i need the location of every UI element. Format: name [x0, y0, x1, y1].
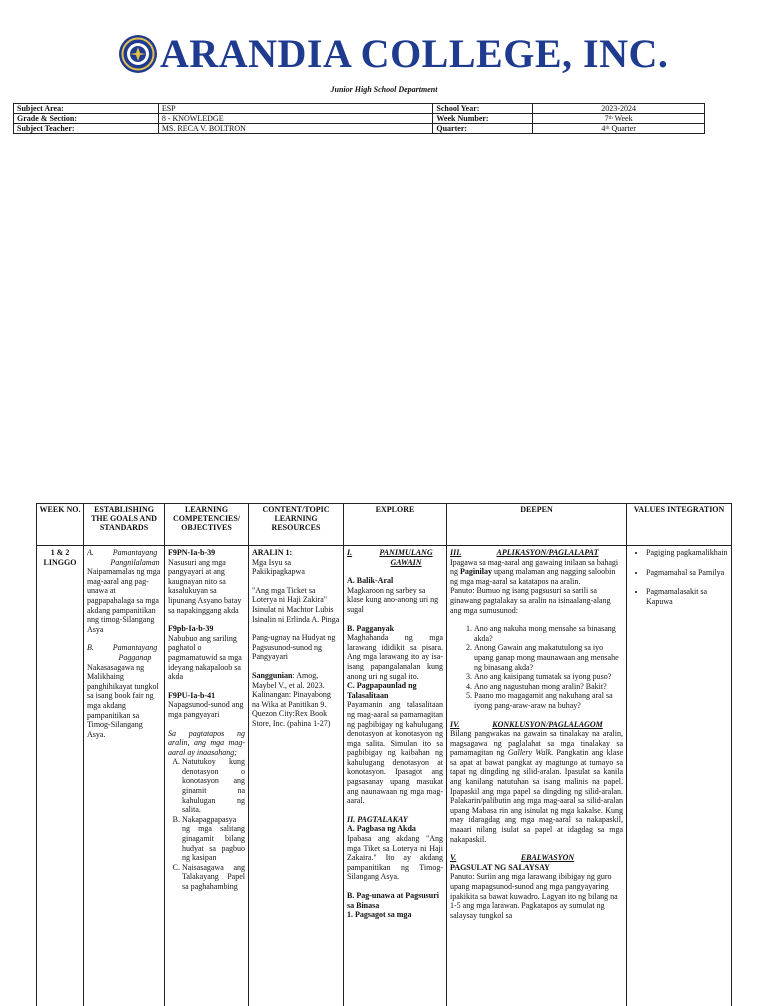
- competency-code: F9pb-Ia-b-39: [168, 624, 214, 634]
- section-number: IV.: [450, 719, 460, 729]
- application-text: upang malaman ang nagging saloobin ng mga mag-aaral sa katatapos na aralin.: [450, 567, 616, 586]
- header-competencies: LEARNING COMPETENCIES/ OBJECTIVES: [165, 504, 249, 546]
- section-number: V.: [450, 853, 457, 863]
- question-item: 5. Paano mo magagamit ang nakuhang aral sa iyong pang-araw-araw na buhay?: [474, 691, 623, 710]
- week-cell: [37, 546, 84, 1006]
- objective-item: A. Natutukoy kung denotasyon o konotasyon ang ginamit na kahulugan ng salita.: [182, 757, 245, 815]
- goals-cell: [84, 546, 165, 1006]
- goal-b-marker: B.: [87, 643, 94, 653]
- evaluation-subtitle: PAGSULAT NG SALAYSAY: [450, 862, 550, 872]
- quarter-value: 4ᵗʰ Quarter: [533, 124, 705, 134]
- header-explore: EXPLORE: [344, 504, 447, 546]
- competency-text: Nabubuo ang sariling paghatol o pagmamatuwid sa mga ideyang nakapaloob sa akda: [168, 633, 242, 682]
- header-values: VALUES INTEGRATION: [627, 504, 732, 546]
- header-deepen: DEEPEN: [447, 504, 627, 546]
- school-year-value: 2023-2024: [533, 104, 705, 114]
- question-item: 1. Ano ang nakuha mong mensahe sa binasang akda?: [474, 624, 623, 643]
- question-item: 2. Anong Gawain ang makatutulong sa iyo upang ganap mong maunawaan ang mensahe ng binasang akda?: [474, 643, 623, 672]
- section-number: I.: [347, 548, 353, 557]
- reference-text: : Amog, Maybel V., et al. 2023. Kalinangan: Pinayabong na Wika at Panitikan 9. Quezon City:Rex Book Store, Inc. (pahina 1-27): [252, 670, 331, 728]
- section-title: II. PAGTALAKAY: [347, 814, 408, 824]
- reference-label: Sanggunian: [252, 670, 293, 680]
- lesson-topic: Mga Isyu sa Pakikipagkapwa: [252, 557, 305, 577]
- objective-item: B. Nakapagpapasya ng mga salitang ginagamit bilang hudyat sa pagbuo ng kasipan: [182, 815, 245, 863]
- section-title: PANIMULANG GAWAIN: [379, 548, 433, 567]
- activity-title: A. Pagbasa ng Akda: [347, 824, 416, 834]
- application-bold: Paginilay: [460, 567, 493, 577]
- section-number: III.: [450, 548, 462, 557]
- evaluation-text: Panuto: Suriin ang mga larawang ibibigay ng guro upang mapagsunod-sunod ang mga pangyayaring ipakikita sa bawat kuwadro. Lagyan ito ng bilang na 1-5 ang mga larawan. Pagkatapos ay sumulat ng salaysay tungkol sa: [450, 872, 618, 920]
- conclusion-text: . Pangkatin ang klase sa apat at bawat pangkat ay magtungo at tumayo sa tapat ng dingding ng silid-aralan. Ipasulat sa kanila ang kanilang natutuhan sa isang malinis na papel. Ipapaskil ang mga papel sa dingding ng silid-aralan. Palakarin/palibutin ang mga mag-aaral sa silid-aralan upang Mabasa rin ang isinulat ng mga kakalse. Kung may idaragdag ang mga mag-aaral sa nakapaskil, maaari nilang isulat sa papel at idagdag sa mga nakapaskil.: [450, 748, 623, 844]
- section-title: EBALWASYON: [520, 853, 575, 863]
- reference: [252, 671, 340, 729]
- question-item: 4. Ano ang nagustuhan mong aralin? Bakit?: [474, 682, 623, 692]
- grade-section-label: Grade & Section:: [14, 114, 159, 124]
- grade-section-value: 8 - KNOWLEDGE: [158, 114, 433, 124]
- info-row: [14, 104, 705, 114]
- objectives-intro: Sa pagtatapos ng aralin, ang mga mag-aaral ay inaasahang;: [168, 728, 245, 757]
- lesson-row: [37, 546, 732, 1006]
- goal-a-title: Pamantayang Pangnilalaman: [110, 548, 160, 567]
- competencies-cell: [165, 546, 249, 1006]
- activity-title: B. Pagganyak: [347, 623, 395, 633]
- activity-text: Maghahanda ng mga larawang ididikit sa pisara. Ang mga larawang ito ay isa-isang papangalanalan kung anong uri ng sugal ito.: [347, 633, 443, 681]
- goal-a-marker: A.: [87, 548, 94, 557]
- competency-code: F9PU-Ia-b-41: [168, 690, 216, 700]
- activity-title: A. Balik-Aral: [347, 576, 394, 586]
- lesson-plan-table: [36, 503, 732, 1006]
- header-content: CONTENT/TOPIC LEARNING RESOURCES: [249, 504, 344, 546]
- grammar-topic: Pang-ugnay na Hudyat ng Pagsusunod-sunod ng Pangyayari: [252, 633, 336, 662]
- info-row: [14, 114, 705, 124]
- objectives-list: [168, 757, 245, 891]
- content-cell: [249, 546, 344, 1006]
- teacher-value: MS. RECA V. BOLTRON: [158, 124, 433, 134]
- subject-area-value: ESP: [158, 104, 433, 114]
- goal-b-text: Nakasasagawa ng Malikhaing panghihikayat tungkol sa isang book fair ng mga akdang pampanitikan sa Timog-Silangang Asya.: [87, 662, 159, 739]
- activity-item: 1. Pagsagot sa mga: [347, 910, 412, 920]
- letterhead: [0, 30, 768, 78]
- quarter-label: Quarter:: [433, 124, 533, 134]
- competency-code: F9PN-Ia-b-39: [168, 548, 216, 557]
- lesson-label: ARALIN 1:: [252, 548, 293, 557]
- college-seal-icon: [118, 34, 158, 74]
- question-item: 3. Ano ang kaisipang tumatak sa iyong puso?: [474, 672, 623, 682]
- section-title: APLIKASYON/PAGLALAPAT: [496, 548, 599, 557]
- week-number-label: Week Number:: [433, 114, 533, 124]
- reflection-questions: [450, 624, 623, 710]
- conclusion-text: Bilang pangwakas na gawain sa tinalakay na aralin, magsagawa ng paglalahat sa mga tinalakay sa pamamagitan ng: [450, 729, 623, 758]
- activity-text: Magkaroon ng sarbey sa klase kung ano-anong uri ng sugal: [347, 585, 439, 614]
- header-row: [37, 504, 732, 546]
- info-row: [14, 124, 705, 134]
- department-title: Junior High School Department: [330, 85, 438, 94]
- objective-item: C. Naisasagawa ang Talakayang Papel sa paghahambing: [182, 863, 245, 892]
- teacher-label: Subject Teacher:: [14, 124, 159, 134]
- activity-text: Ipabasa ang akdang "Ang mga Tiket sa Loterya ni Haji Zakaira." Ito ay akdang pampanitikan ng Timog-Silangang Asya.: [347, 834, 443, 882]
- goal-a-text: Naipamamalas ng mga mag-aaral ang pag-unawa at pagpapahalaga sa mga akdang pampanitikan nng timog-Silangang Asya: [87, 567, 161, 634]
- info-table: [13, 103, 705, 134]
- goal-b-title: Pamantayang Pagganap: [112, 643, 158, 662]
- week-label: LINGGO: [43, 557, 77, 567]
- value-item: • Pagmamahal sa Pamilya: [646, 568, 728, 578]
- application-text: Ipagawa sa mag-aaral ang gawaing inilaan sa bahagi ng: [450, 557, 619, 577]
- competency-text: Nasusuri ang mga pangyayari at ang kaugnayan nito sa kasalukuyan sa lipunang Asyano batay sa napakinggang akda: [168, 557, 242, 615]
- school-year-label: School Year:: [433, 104, 533, 114]
- header-goals: ESTABLISHING THE GOALS AND STANDARDS: [84, 504, 165, 546]
- header-week: WEEK NO.: [37, 504, 84, 546]
- value-item: • Pagmamalasakit sa Kapuwa: [646, 587, 728, 606]
- subject-area-label: Subject Area:: [14, 104, 159, 114]
- values-list: [630, 548, 728, 606]
- week-number-value: 7ᵗʰ Week: [533, 114, 705, 124]
- value-item: • Pagiging pagkamalikhain: [646, 548, 728, 558]
- activity-title: C. Pagpapaunlad ng Talasalitaan: [347, 681, 417, 700]
- values-cell: [627, 546, 732, 1006]
- story-title: "Ang mga Ticket sa Loterya ni Haji Zakira" Isinulat ni Machtor Lubis Isinalin ni Erlinda A. Pinga: [252, 585, 340, 624]
- activity-title: B. Pag-unawa at Pagsusuri sa Binasa: [347, 891, 440, 910]
- activity-text: Payamanin ang talasalitaan ng mag-aaral sa pamamagitan ng pagbibigay ng kahulugang denotasyon at konotasyon ng mga salita. Simulan ito sa pagbibigay ng kaibahan ng kahulugang denotasyon at konotasyon. Ipasagot ang pagsasanay upang masukat ang naunawaan ng mga mag-aaral.: [347, 700, 443, 806]
- week-number: 1 & 2: [50, 548, 70, 557]
- application-instruction: Panuto: Bumuo ng isang pagsusuri sa sarili sa ginawang pagtalakay sa aralin na isinaalang-alang ang mga sumusunod:: [450, 586, 611, 615]
- deepen-cell: [447, 546, 627, 1006]
- section-title: KONKLUSYON/PAGLALAGOM: [492, 719, 603, 729]
- college-name: ARANDIA COLLEGE, INC.: [160, 31, 669, 76]
- explore-cell: [344, 546, 447, 1006]
- conclusion-italic: Gallery Walk: [507, 748, 552, 758]
- competency-text: Napagsunod-sunod ang mga pangyayari: [168, 700, 244, 719]
